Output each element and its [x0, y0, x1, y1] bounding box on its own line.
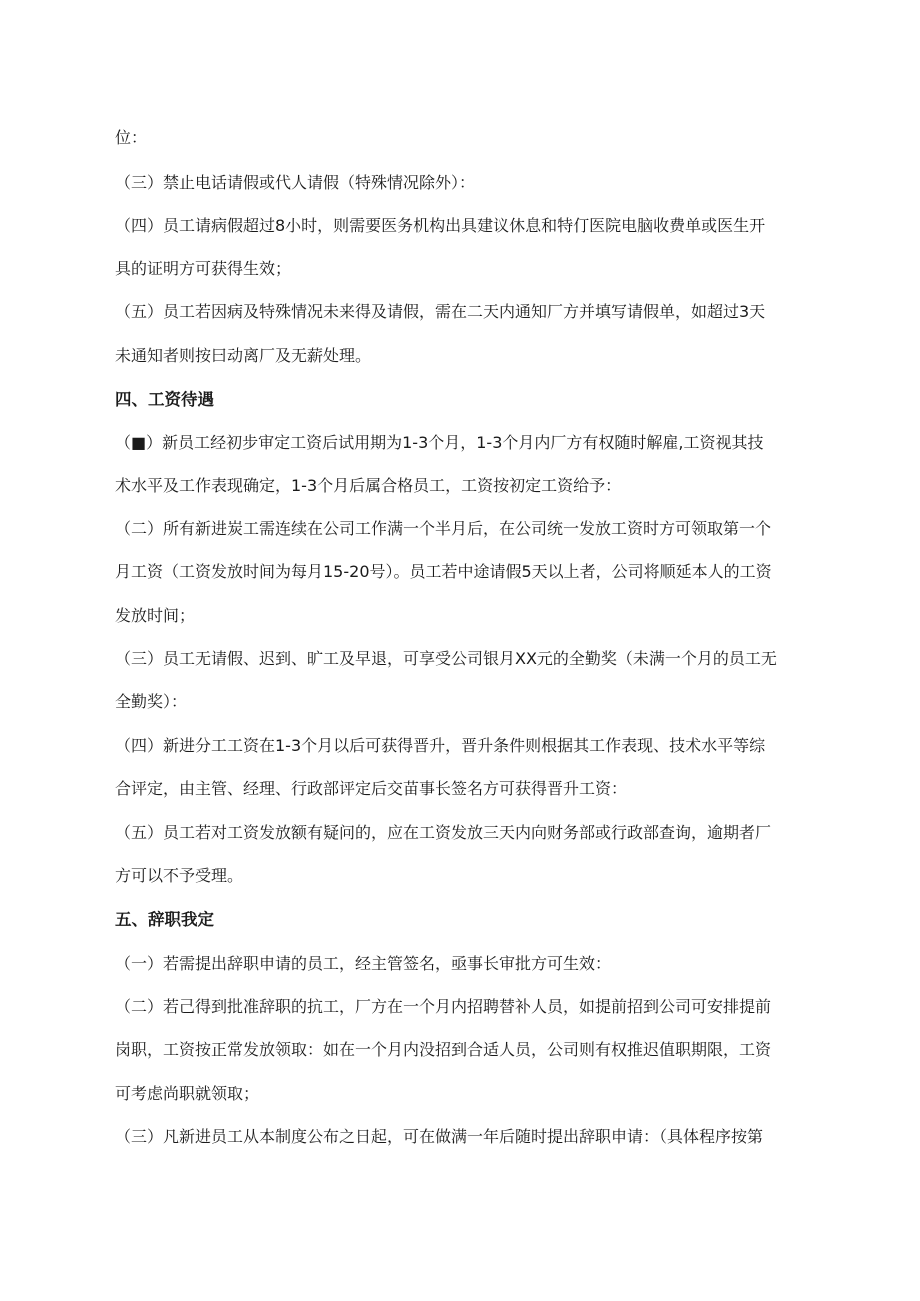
- text-line: 具的证明方可获得生效；: [115, 259, 292, 278]
- text-line: 合评定，由主管、经理、行政部评定后交苗事长签名方可获得晋升工资：: [115, 779, 628, 798]
- text-line: （二）所有新进炭工需连续在公司工作满一个半月后，在公司统一发放工资时方可领取第一个: [115, 519, 772, 538]
- text-line: （四）员工请病假超过8小时，则需要医务机构出具建议休息和特仃医院电脑收费单或医生开: [115, 216, 766, 235]
- text-line: 发放时间；: [115, 606, 196, 625]
- text-line: 全勤奖）：: [115, 692, 188, 711]
- text-line: （三）禁止电话请假或代人请假（特殊情况除外）：: [115, 173, 476, 192]
- text-line: （三）员工无请假、迟到、旷工及早退，可享受公司银月XX元的全勤奖（未满一个月的员工无: [115, 649, 777, 668]
- text-line: （三）凡新进员工从本制度公布之日起，可在做满一年后随时提出辞职申请：（具体程序按第: [115, 1127, 764, 1146]
- text-line: 术水平及工作表现确定，1-3个月后属合格员工，工资按初定工资给予：: [115, 476, 622, 495]
- text-line: 可考虑尚职就领取；: [115, 1084, 260, 1103]
- text-line: （一）若需提出辞职申请的员工，经主管签名，亟事长审批方可生效：: [115, 954, 612, 973]
- text-line: 位：: [115, 128, 148, 147]
- text-line: 月工资（工资发放时间为每月15-20号）。员工若中途请假5天以上者，公司将顺延本人的工资: [115, 562, 772, 581]
- text-line: 未通知者则按曰动离厂及无薪处理。: [115, 346, 372, 365]
- section-heading: 五、辞职我定: [115, 910, 214, 929]
- text-line: （二）若己得到批准辞职的抗工，厂方在一个月内招聘替补人员，如提前招到公司可安排提前: [115, 997, 772, 1016]
- text-line: （五）员工若对工资发放额有疑问的，应在工资发放三天内向财务部或行政部查询，逾期者厂: [115, 823, 772, 842]
- text-line: （■）新员工经初步审定工资后试用期为1-3个月，1-3个月内厂方有权随时解雇,工资视其技: [115, 433, 764, 452]
- text-line: （五）员工若因病及特殊情况未来得及请假，需在二天内通知厂方并填写请假单，如超过3天: [115, 302, 766, 321]
- text-line: （四）新进分工工资在1-3个月以后可获得晋升，晋升条件则根据其工作表现、技术水平等综: [115, 736, 766, 755]
- text-line: 方可以不予受理。: [115, 866, 244, 885]
- text-line: 岗职，工资按正常发放领取：如在一个月内没招到合适人员，公司则有权推迟值职期限，工资: [115, 1040, 772, 1059]
- section-heading: 四、工资待遇: [115, 390, 214, 409]
